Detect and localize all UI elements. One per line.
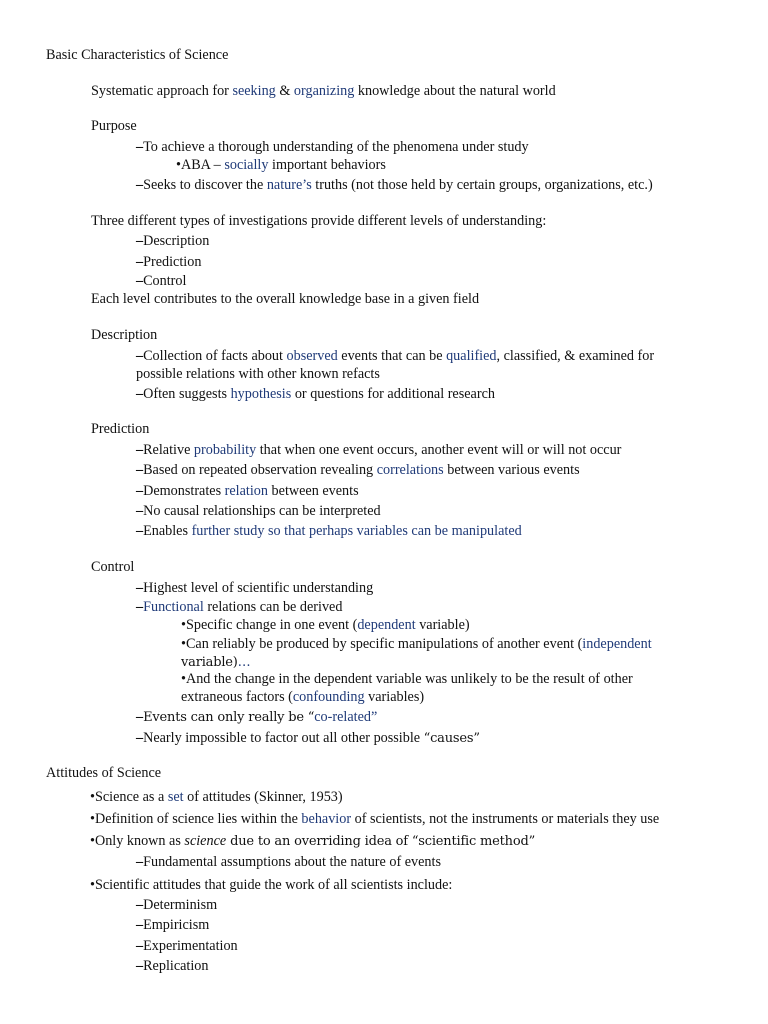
doc-title: Basic Characteristics of Science — [46, 47, 229, 63]
control-item: –Functional relations can be derived — [136, 599, 343, 615]
control-sub-item-cont: variable)… — [181, 655, 251, 670]
control-sub-item-cont: extraneous factors (confounding variables) — [181, 689, 425, 705]
control-item: –Events can only really be “co-related” — [136, 709, 378, 725]
prediction-item: –Demonstrates relation between events — [136, 483, 359, 499]
description-heading: Description — [91, 327, 158, 343]
description-item-2: –Often suggests hypothesis or questions for additional research — [136, 386, 495, 402]
control-sub-item: •Can reliably be produced by specific manipulations of another event (independent — [181, 636, 652, 652]
purpose-sub-item: •ABA – socially important behaviors — [176, 157, 386, 173]
levels-intro: Three different types of investigations provide different levels of understanding: — [91, 213, 547, 229]
attitudes-list-item: –Determinism — [136, 897, 218, 913]
prediction-item: –Based on repeated observation revealing correlations between various events — [136, 462, 580, 478]
science-definition: Systematic approach for seeking & organizing knowledge about the natural world — [91, 83, 556, 99]
description-item-1: –Collection of facts about observed events that can be qualified, classified, & examined for — [136, 348, 655, 364]
control-sub-item: •Specific change in one event (dependent variable) — [181, 617, 470, 633]
control-sub-item: •And the change in the dependent variable was unlikely to be the result of other — [181, 671, 633, 687]
attitudes-list-item: –Replication — [136, 958, 209, 974]
attitudes-heading: Attitudes of Science — [46, 765, 162, 781]
attitudes-sub-item: –Fundamental assumptions about the nature of events — [136, 854, 441, 870]
attitudes-item: •Only known as science due to an overriding idea of “scientific method” — [90, 833, 536, 849]
purpose-heading: Purpose — [91, 118, 137, 134]
prediction-item: –Relative probability that when one event occurs, another event will or will not occur — [136, 442, 622, 458]
levels-outro: Each level contributes to the overall knowledge base in a given field — [91, 291, 480, 307]
control-heading: Control — [91, 559, 135, 575]
prediction-item: –Enables further study so that perhaps variables can be manipulated — [136, 523, 522, 539]
prediction-heading: Prediction — [91, 421, 150, 437]
levels-item: –Prediction — [136, 254, 202, 270]
control-item: –Highest level of scientific understanding — [136, 580, 374, 596]
levels-item: –Description — [136, 233, 210, 249]
purpose-item-1: –To achieve a thorough understanding of the phenomena under study — [136, 139, 529, 155]
control-item: –Nearly impossible to factor out all other possible “causes” — [136, 730, 480, 746]
attitudes-item: •Definition of science lies within the behavior of scientists, not the instruments or materials they use — [90, 811, 660, 827]
attitudes-list-item: –Experimentation — [136, 938, 238, 954]
attitudes-item: •Science as a set of attitudes (Skinner, 1953) — [90, 789, 343, 805]
description-item-1-cont: possible relations with other known refacts — [136, 366, 380, 382]
attitudes-list-item: –Empiricism — [136, 917, 210, 933]
prediction-item: –No causal relationships can be interpreted — [136, 503, 381, 519]
levels-item: –Control — [136, 273, 187, 289]
attitudes-item: •Scientific attitudes that guide the work of all scientists include: — [90, 877, 453, 893]
purpose-item-2: –Seeks to discover the nature’s truths (not those held by certain groups, organizations, etc.) — [136, 177, 653, 193]
